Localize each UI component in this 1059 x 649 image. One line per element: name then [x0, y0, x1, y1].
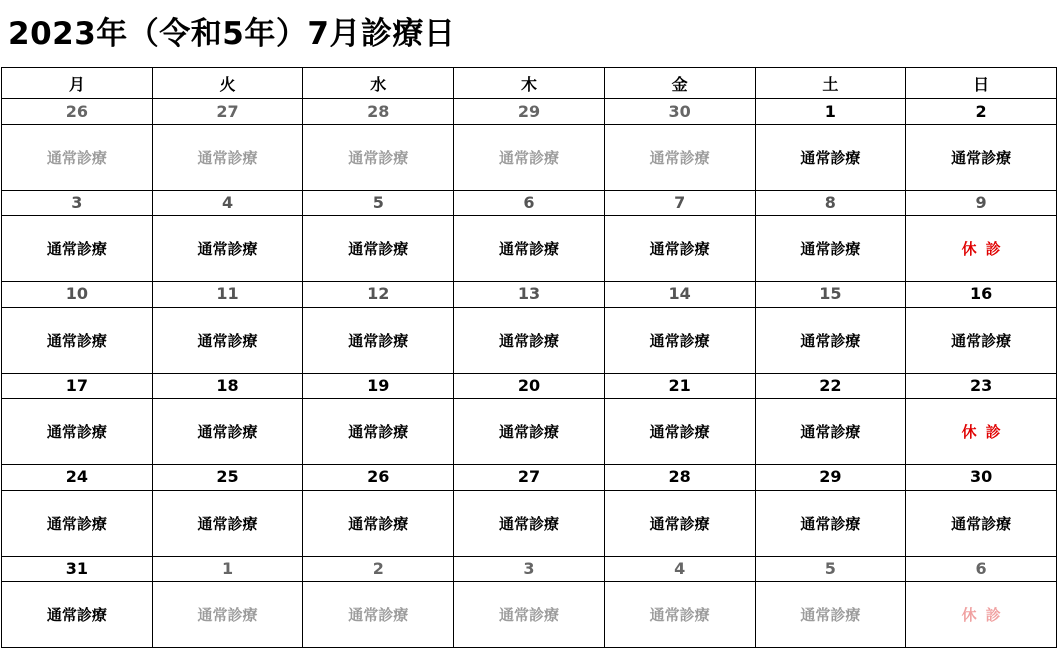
weekday-header: 月: [2, 68, 153, 99]
date-cell: 3: [454, 556, 605, 581]
status-cell: 通常診療: [152, 307, 303, 373]
date-cell: 21: [604, 373, 755, 398]
calendar-table: [1, 67, 1057, 648]
date-cell: 10: [2, 282, 153, 307]
date-cell: 4: [604, 556, 755, 581]
status-cell: 通常診療: [152, 216, 303, 282]
status-cell: 通常診療: [2, 490, 153, 556]
date-cell: 1: [152, 556, 303, 581]
status-cell: 通常診療: [303, 399, 454, 465]
status-cell: 通常診療: [454, 124, 605, 190]
date-cell: 9: [906, 190, 1057, 215]
date-cell: 26: [2, 99, 153, 124]
week-date-row: [2, 373, 1057, 398]
week-date-row: [2, 99, 1057, 124]
page-title: 2023年（令和5年）7月診療日: [8, 16, 456, 52]
weekday-header: 金: [604, 68, 755, 99]
date-cell: 1: [755, 99, 906, 124]
status-cell: 通常診療: [755, 124, 906, 190]
date-cell: 27: [454, 465, 605, 490]
date-cell: 6: [454, 190, 605, 215]
date-cell: 2: [303, 556, 454, 581]
status-cell: 通常診療: [2, 399, 153, 465]
status-cell: 通常診療: [755, 307, 906, 373]
date-cell: 13: [454, 282, 605, 307]
status-cell: 通常診療: [303, 490, 454, 556]
status-cell: 通常診療: [2, 124, 153, 190]
date-cell: 26: [303, 465, 454, 490]
date-cell: 2: [906, 99, 1057, 124]
date-cell: 12: [303, 282, 454, 307]
week-date-row: [2, 556, 1057, 581]
status-cell: 通常診療: [454, 399, 605, 465]
status-cell: 通常診療: [604, 581, 755, 647]
date-cell: 17: [2, 373, 153, 398]
status-cell-closed: 休診: [906, 399, 1057, 465]
status-cell: 通常診療: [303, 307, 454, 373]
date-cell: 19: [303, 373, 454, 398]
date-cell: 31: [2, 556, 153, 581]
date-cell: 16: [906, 282, 1057, 307]
date-cell: 15: [755, 282, 906, 307]
date-cell: 5: [303, 190, 454, 215]
status-cell: 通常診療: [755, 216, 906, 282]
date-cell: 28: [604, 465, 755, 490]
date-cell: 7: [604, 190, 755, 215]
status-cell: 通常診療: [906, 124, 1057, 190]
status-cell: 通常診療: [303, 216, 454, 282]
status-cell: 通常診療: [604, 490, 755, 556]
status-cell: 通常診療: [604, 216, 755, 282]
status-cell: 通常診療: [2, 581, 153, 647]
status-cell: 通常診療: [755, 581, 906, 647]
status-cell: 通常診療: [152, 490, 303, 556]
date-cell: 28: [303, 99, 454, 124]
week-status-row: [2, 399, 1057, 465]
date-cell: 20: [454, 373, 605, 398]
status-cell: 通常診療: [604, 124, 755, 190]
status-cell: 通常診療: [604, 399, 755, 465]
date-cell: 22: [755, 373, 906, 398]
status-cell: 通常診療: [2, 307, 153, 373]
date-cell: 30: [906, 465, 1057, 490]
date-cell: 3: [2, 190, 153, 215]
status-cell-closed: 休診: [906, 216, 1057, 282]
week-status-row: [2, 216, 1057, 282]
status-cell: 通常診療: [755, 490, 906, 556]
week-status-row: [2, 490, 1057, 556]
week-date-row: [2, 190, 1057, 215]
weekday-header-row: [2, 68, 1057, 99]
date-cell: 25: [152, 465, 303, 490]
date-cell: 6: [906, 556, 1057, 581]
date-cell: 11: [152, 282, 303, 307]
date-cell: 23: [906, 373, 1057, 398]
weekday-header: 火: [152, 68, 303, 99]
status-cell: 通常診療: [454, 490, 605, 556]
date-cell: 29: [755, 465, 906, 490]
date-cell: 27: [152, 99, 303, 124]
status-cell: 通常診療: [152, 399, 303, 465]
status-cell: 通常診療: [2, 216, 153, 282]
status-cell: 通常診療: [454, 581, 605, 647]
weekday-header: 木: [454, 68, 605, 99]
status-cell: 通常診療: [152, 581, 303, 647]
week-date-row: [2, 282, 1057, 307]
status-cell: 通常診療: [604, 307, 755, 373]
status-cell: 通常診療: [152, 124, 303, 190]
date-cell: 14: [604, 282, 755, 307]
weekday-header: 土: [755, 68, 906, 99]
date-cell: 18: [152, 373, 303, 398]
week-date-row: [2, 465, 1057, 490]
status-cell: 通常診療: [454, 307, 605, 373]
date-cell: 5: [755, 556, 906, 581]
date-cell: 30: [604, 99, 755, 124]
week-status-row: [2, 581, 1057, 647]
date-cell: 29: [454, 99, 605, 124]
status-cell: 通常診療: [303, 581, 454, 647]
date-cell: 8: [755, 190, 906, 215]
status-cell: 通常診療: [454, 216, 605, 282]
status-cell: 通常診療: [906, 307, 1057, 373]
date-cell: 24: [2, 465, 153, 490]
status-cell-closed: 休診: [906, 581, 1057, 647]
status-cell: 通常診療: [906, 490, 1057, 556]
weekday-header: 日: [906, 68, 1057, 99]
status-cell: 通常診療: [303, 124, 454, 190]
date-cell: 4: [152, 190, 303, 215]
week-status-row: [2, 124, 1057, 190]
weekday-header: 水: [303, 68, 454, 99]
status-cell: 通常診療: [755, 399, 906, 465]
week-status-row: [2, 307, 1057, 373]
